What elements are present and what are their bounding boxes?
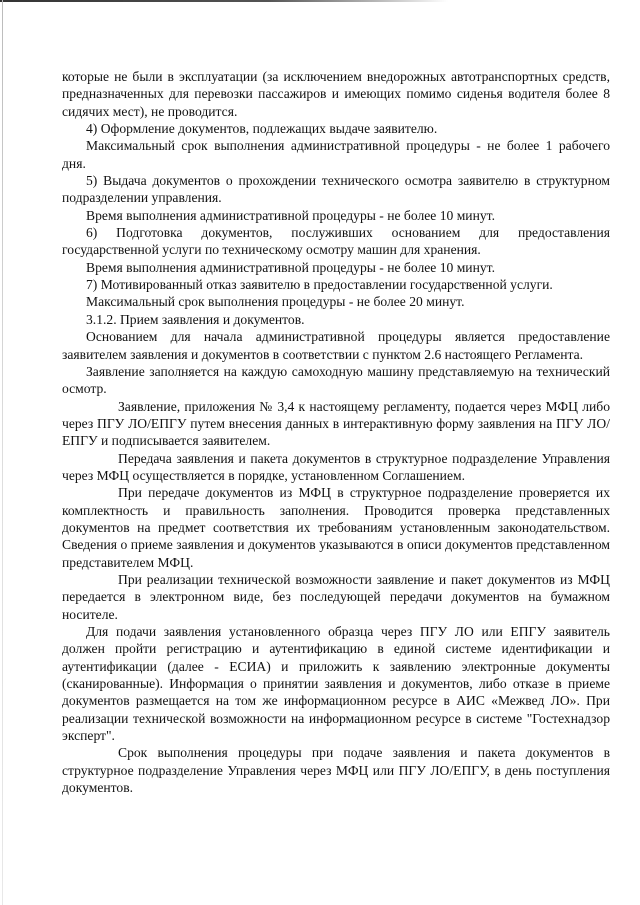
paragraph: Заявление заполняется на каждую самоходную машину представляемую на технический осмотр. — [62, 363, 610, 397]
paragraph: Максимальный срок выполнения процедуры - не более 20 минут. — [86, 294, 465, 310]
paragraph: 7) Мотивированный отказ заявителю в предоставлении государственной услуги. — [86, 277, 553, 293]
scan-edge-left — [2, 0, 3, 905]
paragraph: Заявление, приложения № 3,4 к настоящему регламенту, подается через МФЦ либо через ПГУ ЛО/ЕПГУ путем внесения данных в интерактивную форму заявления на ПГУ ЛО/ЕПГУ и подписывается заявителем. — [62, 398, 610, 449]
paragraph: Максимальный срок выполнения административной процедуры - не более 1 рабочего дня. — [62, 138, 610, 171]
scan-edge-top — [0, 0, 448, 2]
paragraph: 4) Оформление документов, подлежащих выдаче заявителю. — [86, 121, 438, 137]
paragraph: При передаче документов из МФЦ в структурное подразделение проверяется их комплектность и правильность заполнения. Проводится проверка представленных документов на предмет соответствия их требованиям установленным законодательством. Сведения о приеме заявления и документов указываются в описи документов представленном представителем МФЦ. — [62, 485, 610, 570]
paragraph: Время выполнения административной процедуры - не более 10 минут. — [86, 259, 495, 275]
paragraph: Основанием для начала административной процедуры является предоставление заявителем заявления и документов в соответствии с пунктом 2.6 настоящего Регламента. — [62, 329, 610, 362]
paragraph: Передача заявления и пакета документов в структурное подразделение Управления через МФЦ осуществляется в порядке, установленном Соглашением. — [62, 450, 610, 483]
paragraph: 6) Подготовка документов, послуживших основанием для предоставления государственной услуги по техническому осмотру машин для хранения. — [62, 225, 610, 258]
paragraph: При реализации технической возможности заявление и пакет документов из МФЦ передается в электронном виде, без последующей передачи документов на бумажном носителе. — [62, 571, 610, 622]
section-heading: 3.1.2. Прием заявления и документов. — [86, 311, 305, 327]
paragraph: 5) Выдача документов о прохождении технического осмотра заявителю в структурном подразделении управления. — [62, 173, 610, 206]
paragraph: Срок выполнения процедуры при подаче заявления и пакета документов в структурное подразделение Управления через МФЦ или ПГУ ЛО/ЕПГУ, в день поступления документов. — [62, 745, 610, 796]
document-body — [62, 68, 610, 796]
paragraph: которые не были в эксплуатации (за исключением внедорожных автотранспортных средств, предназначенных для перевозки пассажиров и имеющих помимо сиденья водителя более 8 сидячих мест), не проводится. — [62, 69, 610, 119]
paragraph: Для подачи заявления установленного образца через ПГУ ЛО или ЕПГУ заявитель должен пройти регистрацию и аутентификацию в единой системе идентификации и аутентификации (далее - ЕСИА) и приложить к заявлению электронные документы (сканированные). Информация о принятии заявления и документов, либо отказе в приеме документов размещается на том же информационном ресурсе в АИС «Межвед ЛО». При реализации технической возможности на информационном ресурсе в системе "Гостехнадзор эксперт". — [62, 624, 610, 744]
paragraph: Время выполнения административной процедуры - не более 10 минут. — [86, 207, 495, 223]
